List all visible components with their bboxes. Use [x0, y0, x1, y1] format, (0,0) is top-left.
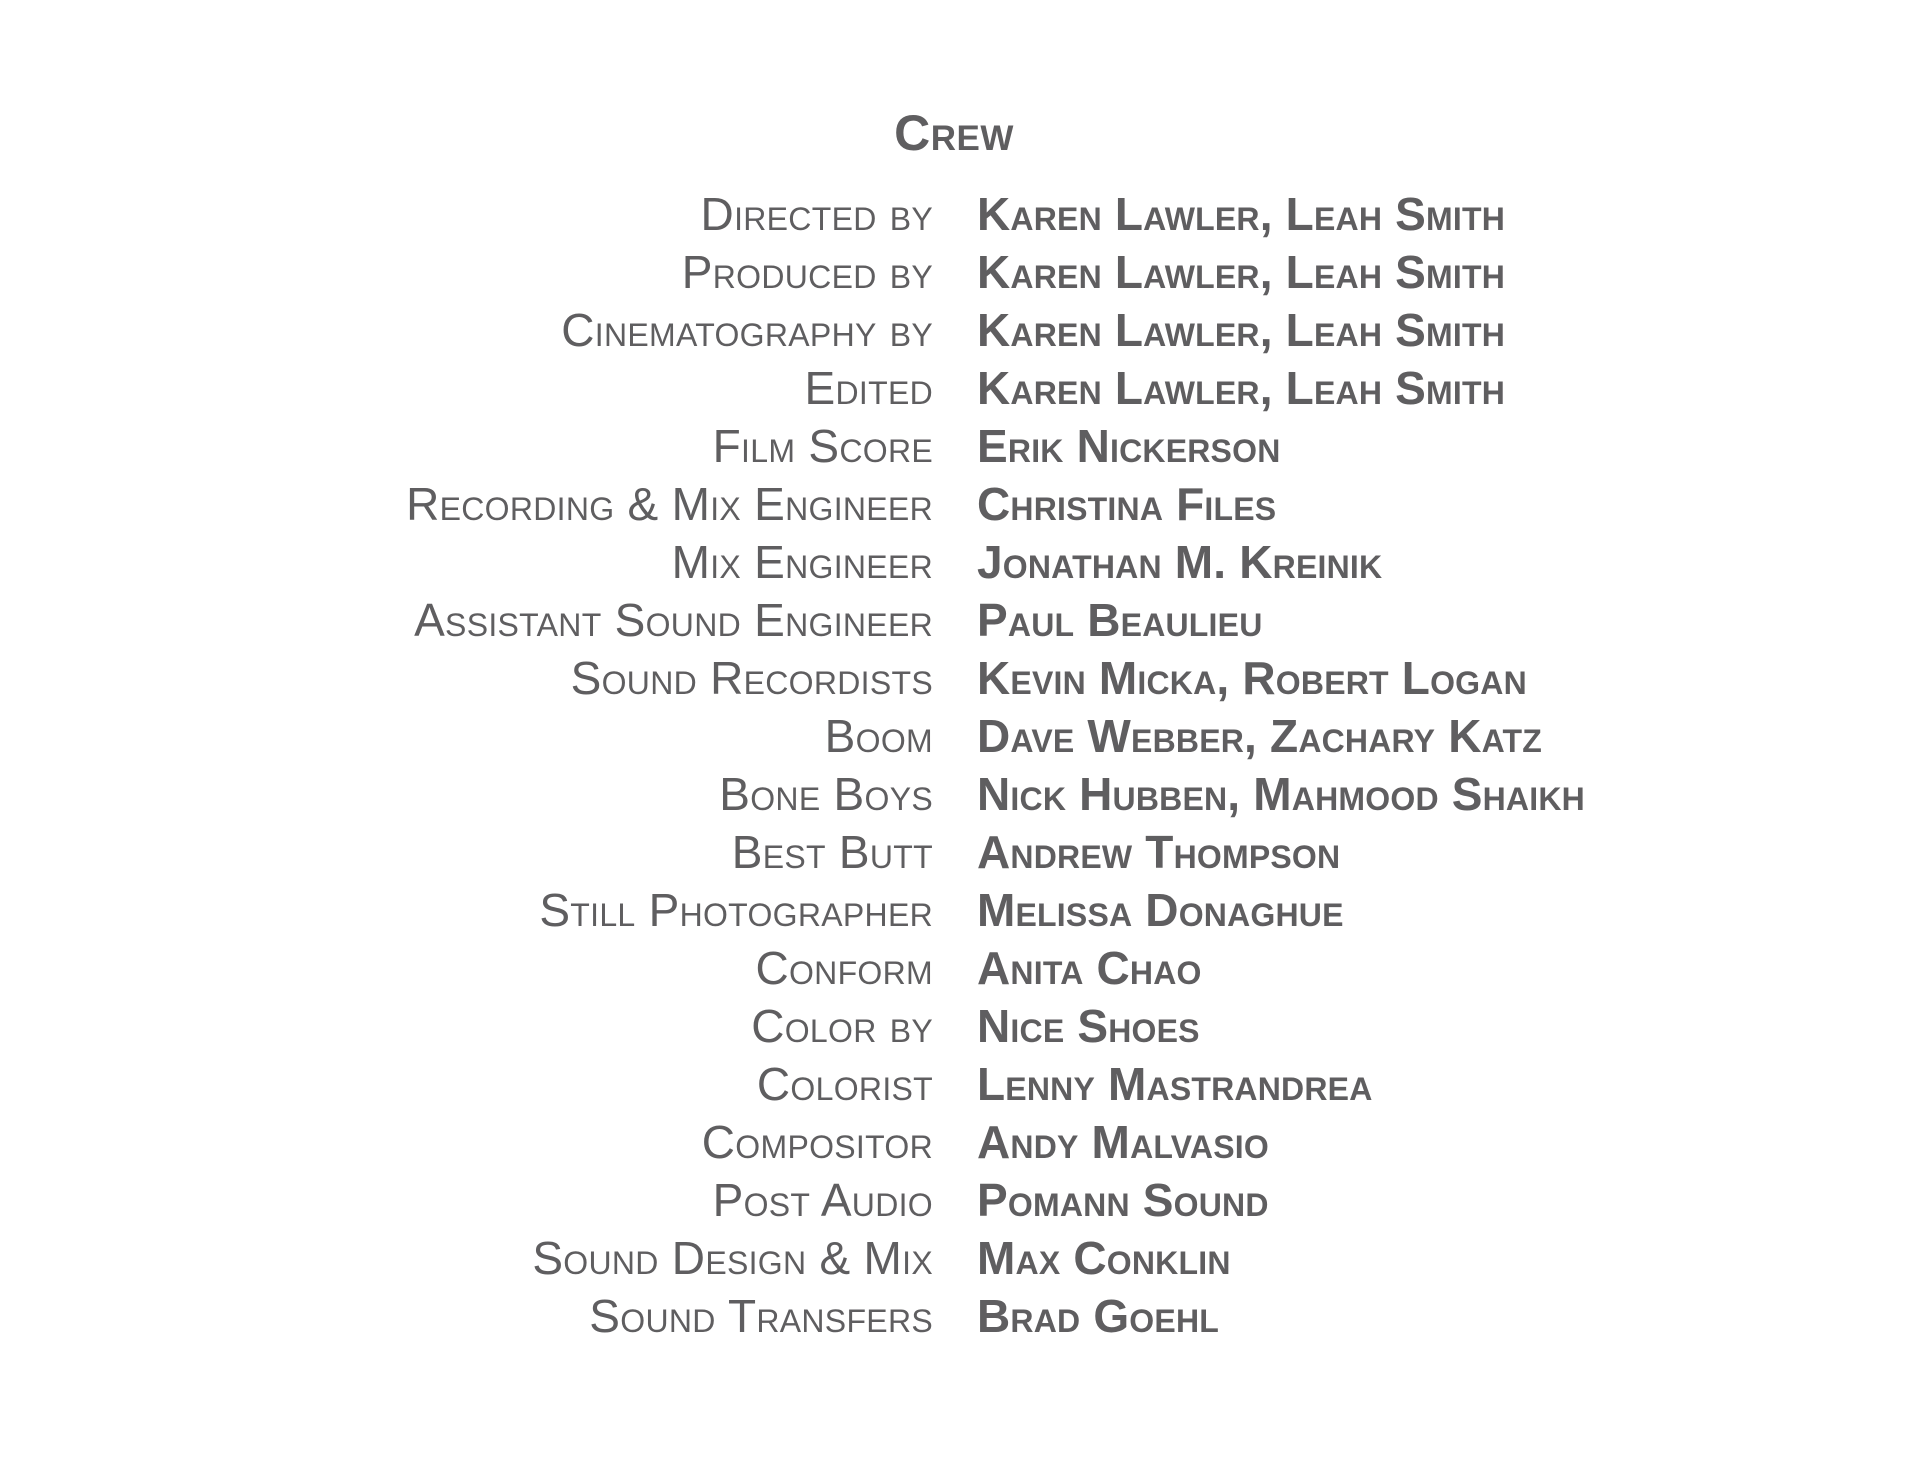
credit-name: Jonathan M. Kreinik — [977, 536, 1383, 588]
credit-row — [0, 997, 1920, 1055]
crew-heading-text: Crew — [894, 105, 1014, 161]
credit-row — [0, 765, 1920, 823]
credit-role: Colorist — [756, 1058, 933, 1110]
credit-role: Edited — [804, 362, 933, 414]
credit-row — [0, 881, 1920, 939]
credit-row — [0, 185, 1920, 243]
credit-row — [0, 1287, 1920, 1345]
credit-row — [0, 1229, 1920, 1287]
credit-name: Melissa Donaghue — [977, 884, 1344, 936]
credit-role: Post Audio — [712, 1174, 933, 1226]
credit-row — [0, 533, 1920, 591]
credit-name: Andy Malvasio — [977, 1116, 1269, 1168]
credit-name: Anita Chao — [977, 942, 1202, 994]
credit-row — [0, 301, 1920, 359]
credit-name: Max Conklin — [977, 1232, 1231, 1284]
credit-row — [0, 417, 1920, 475]
credit-name: Lenny Mastrandrea — [977, 1058, 1373, 1110]
credit-role: Recording & Mix Engineer — [406, 478, 933, 530]
credit-name: Pomann Sound — [977, 1174, 1269, 1226]
credit-role: Still Photographer — [539, 884, 933, 936]
credit-role: Compositor — [701, 1116, 933, 1168]
credit-role: Assistant Sound Engineer — [414, 594, 933, 646]
credit-name: Nick Hubben, Mahmood Shaikh — [977, 768, 1585, 820]
credit-role: Cinematography by — [561, 304, 933, 356]
credit-name: Erik Nickerson — [977, 420, 1281, 472]
credit-role: Sound Recordists — [570, 652, 933, 704]
credit-row — [0, 1113, 1920, 1171]
credit-row — [0, 1055, 1920, 1113]
credit-role: Mix Engineer — [671, 536, 933, 588]
credit-row — [0, 475, 1920, 533]
credit-role: Directed by — [700, 188, 933, 240]
credit-role: Sound Transfers — [589, 1290, 933, 1342]
credit-row — [0, 359, 1920, 417]
credit-name: Karen Lawler, Leah Smith — [977, 188, 1506, 240]
credit-row — [0, 649, 1920, 707]
credit-role: Produced by — [681, 246, 933, 298]
crew-heading — [0, 103, 1920, 163]
credit-row — [0, 823, 1920, 881]
credit-row — [0, 939, 1920, 997]
credit-role: Best Butt — [731, 826, 933, 878]
credit-name: Karen Lawler, Leah Smith — [977, 362, 1506, 414]
credits-list — [0, 185, 1920, 1345]
credit-name: Nice Shoes — [977, 1000, 1200, 1052]
credit-name: Andrew Thompson — [977, 826, 1341, 878]
credit-role: Sound Design & Mix — [532, 1232, 933, 1284]
credit-role: Color by — [751, 1000, 933, 1052]
credit-name: Paul Beaulieu — [977, 594, 1263, 646]
credit-role: Conform — [755, 942, 933, 994]
credit-name: Brad Goehl — [977, 1290, 1219, 1342]
credit-role: Bone Boys — [719, 768, 933, 820]
credit-name: Christina Files — [977, 478, 1277, 530]
credit-row — [0, 243, 1920, 301]
credit-name: Karen Lawler, Leah Smith — [977, 246, 1506, 298]
credit-row — [0, 707, 1920, 765]
credit-row — [0, 591, 1920, 649]
credit-name: Dave Webber, Zachary Katz — [977, 710, 1543, 762]
credit-role: Film Score — [712, 420, 933, 472]
credit-name: Karen Lawler, Leah Smith — [977, 304, 1506, 356]
credit-name: Kevin Micka, Robert Logan — [977, 652, 1527, 704]
credit-row — [0, 1171, 1920, 1229]
credit-role: Boom — [824, 710, 933, 762]
